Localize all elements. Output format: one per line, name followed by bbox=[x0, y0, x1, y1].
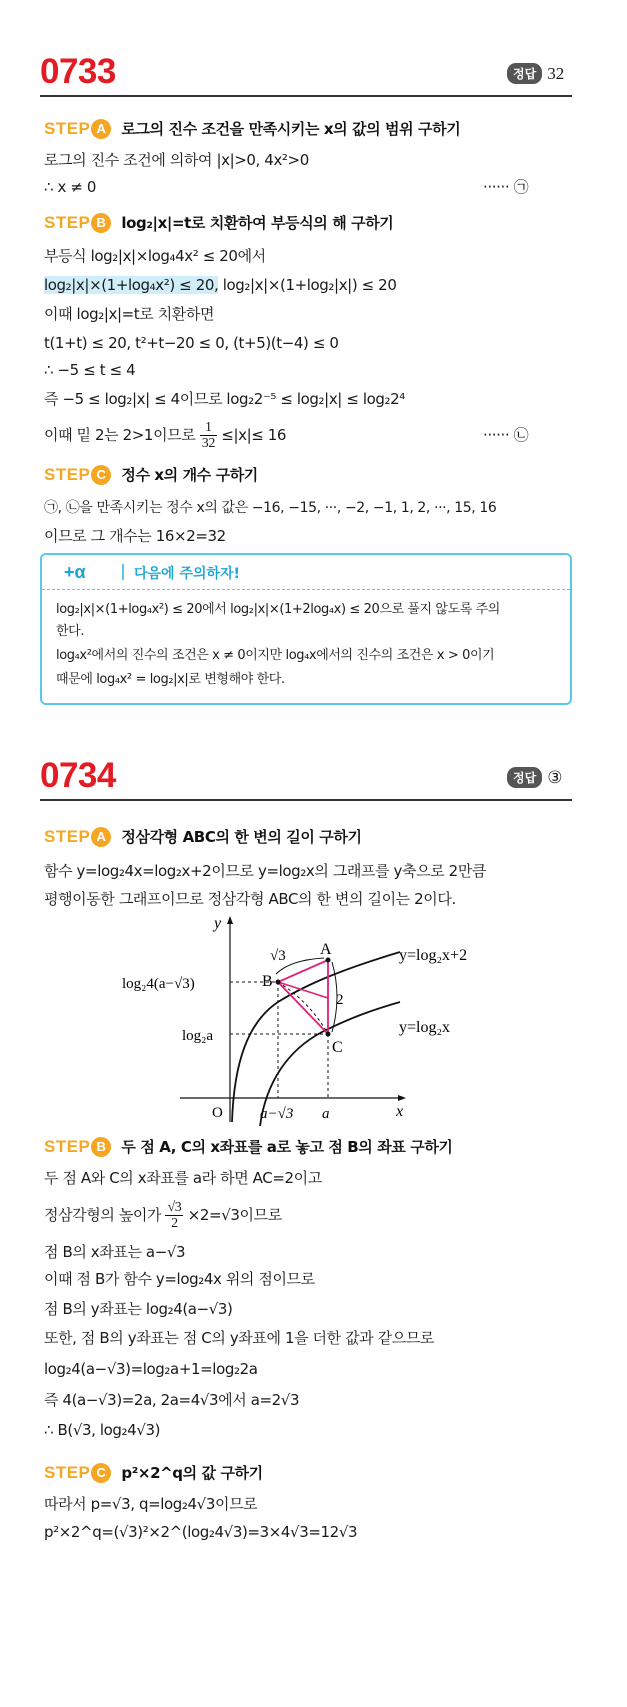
step-label: STEP C bbox=[44, 465, 111, 484]
text-line: t(1+t) ≤ 20, t²+t−20 ≤ 0, (t+5)(t−4) ≤ 0 bbox=[44, 334, 339, 352]
curve-upper bbox=[232, 952, 400, 1122]
y-axis-label: y bbox=[214, 915, 222, 932]
point-c bbox=[326, 1032, 331, 1037]
curve-upper-label: y=log₂x+2 bbox=[399, 947, 468, 964]
text-line: 이때 점 B가 함수 y=log₂4x 위의 점이므로 bbox=[44, 1270, 315, 1288]
answer-value: ③ bbox=[547, 767, 563, 787]
equation-marker: ······ ㉠ bbox=[483, 178, 529, 196]
text-line: 이때 밑 2는 2>1이므로 $\frac{1}{32}$ ≤|x|≤ 16 bbox=[44, 420, 287, 451]
answer-badge: 정답 bbox=[507, 767, 542, 788]
text-line: 함수 y=log₂4x=log₂x+2이므로 y=log₂x의 그래프를 y축으로 2만큼 bbox=[44, 862, 486, 880]
step-label: STEP A bbox=[44, 827, 111, 846]
label-c: C bbox=[332, 1039, 343, 1056]
step-b-header bbox=[44, 1136, 453, 1157]
step-a-header bbox=[44, 826, 362, 847]
step-title: p²×2^q의 값 구하기 bbox=[121, 1464, 263, 1482]
y-tick-1: log₂4(a−√3) bbox=[122, 976, 195, 992]
answer-value: 32 bbox=[547, 63, 565, 83]
text-line: 정삼각형의 높이가 $\frac{√3}{2}$ ×2=√3이므로 bbox=[44, 1200, 282, 1231]
highlighted-text: log₂|x|×(1+log₄x²) ≤ 20, bbox=[44, 276, 219, 294]
label-b: B bbox=[262, 973, 273, 990]
step-title: 로그의 진수 조건을 만족시키는 x의 값의 범위 구하기 bbox=[121, 120, 461, 138]
x-tick-1: a−√3 bbox=[260, 1106, 294, 1122]
problem-number: 0734 bbox=[40, 756, 116, 795]
text-line: 점 B의 y좌표는 log₂4(a−√3) bbox=[44, 1300, 233, 1318]
step-label: STEP A bbox=[44, 119, 111, 138]
x-axis-label: x bbox=[396, 1103, 404, 1120]
note-line: 한다. bbox=[56, 624, 85, 639]
note-header bbox=[42, 555, 570, 590]
answer-box bbox=[507, 767, 562, 788]
text-line: 또한, 점 B의 y좌표는 점 C의 y좌표에 1을 더한 값과 같으므로 bbox=[44, 1329, 435, 1347]
equation-marker: ······ ㉡ bbox=[483, 426, 529, 444]
step-label: STEP B bbox=[44, 213, 111, 232]
note-line: 때문에 log₄x² = log₂|x|로 변형해야 한다. bbox=[56, 672, 285, 687]
step-letter: B bbox=[91, 1137, 111, 1157]
step-title: log₂|x|=t로 치환하여 부등식의 해 구하기 bbox=[121, 214, 394, 232]
divider bbox=[40, 95, 572, 97]
step-c-header bbox=[44, 464, 258, 485]
x-axis-arrow bbox=[398, 1095, 406, 1101]
text-line: ∴ −5 ≤ t ≤ 4 bbox=[44, 361, 136, 379]
separator bbox=[122, 564, 124, 580]
step-letter: A bbox=[91, 827, 111, 847]
answer-box bbox=[507, 63, 564, 84]
text-line: 두 점 A와 C의 x좌표를 a라 하면 AC=2이고 bbox=[44, 1169, 322, 1187]
step-label: STEP C bbox=[44, 1463, 111, 1482]
step-letter: B bbox=[91, 213, 111, 233]
step-c-header bbox=[44, 1462, 263, 1483]
step-letter: C bbox=[91, 1463, 111, 1483]
plus-alpha-icon: +α bbox=[64, 562, 86, 582]
step-a-header bbox=[44, 118, 460, 139]
label-side-ac: 2 bbox=[336, 992, 344, 1008]
answer-badge: 정답 bbox=[507, 63, 542, 84]
text-line: 로그의 진수 조건에 의하여 |x|>0, 4x²>0 bbox=[44, 151, 309, 169]
text-line: ∴ B(√3, log₂4√3) bbox=[44, 1421, 161, 1439]
point-b bbox=[276, 980, 281, 985]
text-line: 이때 log₂|x|=t로 치환하면 bbox=[44, 305, 215, 323]
curve-lower-label: y=log₂x bbox=[399, 1019, 451, 1036]
point-a bbox=[326, 958, 331, 963]
problem-number: 0733 bbox=[40, 52, 116, 91]
text-line: 이므로 그 개수는 16×2=32 bbox=[44, 527, 226, 545]
text-line: ∴ x ≠ 0 bbox=[44, 178, 97, 196]
label-a: A bbox=[320, 941, 332, 958]
text-line: ㉠, ㉡을 만족시키는 정수 x의 값은 −16, −15, ···, −2, −1, 1, 2, ···, 15, 16 bbox=[44, 500, 497, 516]
fraction: $\frac{1}{32}$ bbox=[201, 420, 215, 451]
divider bbox=[40, 799, 572, 801]
label-side-ab: √3 bbox=[270, 948, 286, 964]
note-line: log₄x²에서의 진수의 조건은 x ≠ 0이지만 log₄x에서의 진수의 조건은 x > 0이기 bbox=[56, 648, 495, 663]
caution-note bbox=[40, 553, 572, 705]
note-title: 다음에 주의하자! bbox=[134, 566, 240, 582]
log-graph bbox=[110, 912, 530, 1126]
text-line: 점 B의 x좌표는 a−√3 bbox=[44, 1243, 186, 1261]
text-line: 즉 −5 ≤ log₂|x| ≤ 4이므로 log₂2⁻⁵ ≤ log₂|x| ≤ log₂2⁴ bbox=[44, 390, 405, 408]
step-title: 두 점 A, C의 x좌표를 a로 놓고 점 B의 좌표 구하기 bbox=[121, 1138, 453, 1156]
step-title: 정수 x의 개수 구하기 bbox=[121, 466, 258, 484]
step-letter: C bbox=[91, 465, 111, 485]
text-line: log₂|x|×(1+log₄x²) ≤ 20, log₂|x|×(1+log₂|x|) ≤ 20 bbox=[44, 276, 397, 294]
origin-label: O bbox=[212, 1105, 223, 1121]
step-label: STEP B bbox=[44, 1137, 111, 1156]
text-line: 따라서 p=√3, q=log₂4√3이므로 bbox=[44, 1495, 258, 1513]
text-line: log₂4(a−√3)=log₂a+1=log₂2a bbox=[44, 1360, 258, 1378]
text-line: 즉 4(a−√3)=2a, 2a=4√3에서 a=2√3 bbox=[44, 1391, 300, 1409]
step-letter: A bbox=[91, 119, 111, 139]
x-tick-2: a bbox=[322, 1106, 330, 1122]
step-title: 정삼각형 ABC의 한 변의 길이 구하기 bbox=[121, 828, 362, 846]
step-b-header bbox=[44, 212, 393, 233]
fraction: $\frac{√3}{2}$ bbox=[167, 1200, 182, 1231]
note-line: log₂|x|×(1+log₄x²) ≤ 20에서 log₂|x|×(1+2log₄x) ≤ 20으로 풀지 않도록 주의 bbox=[56, 602, 500, 617]
y-tick-2: log₂a bbox=[182, 1028, 214, 1044]
text-line: p²×2^q=(√3)²×2^(log₂4√3)=3×4√3=12√3 bbox=[44, 1523, 358, 1541]
text-line: 평행이동한 그래프이므로 정삼각형 ABC의 한 변의 길이는 2이다. bbox=[44, 890, 456, 908]
text-line: 부등식 log₂|x|×log₄4x² ≤ 20에서 bbox=[44, 247, 266, 265]
y-axis-arrow bbox=[227, 916, 233, 924]
